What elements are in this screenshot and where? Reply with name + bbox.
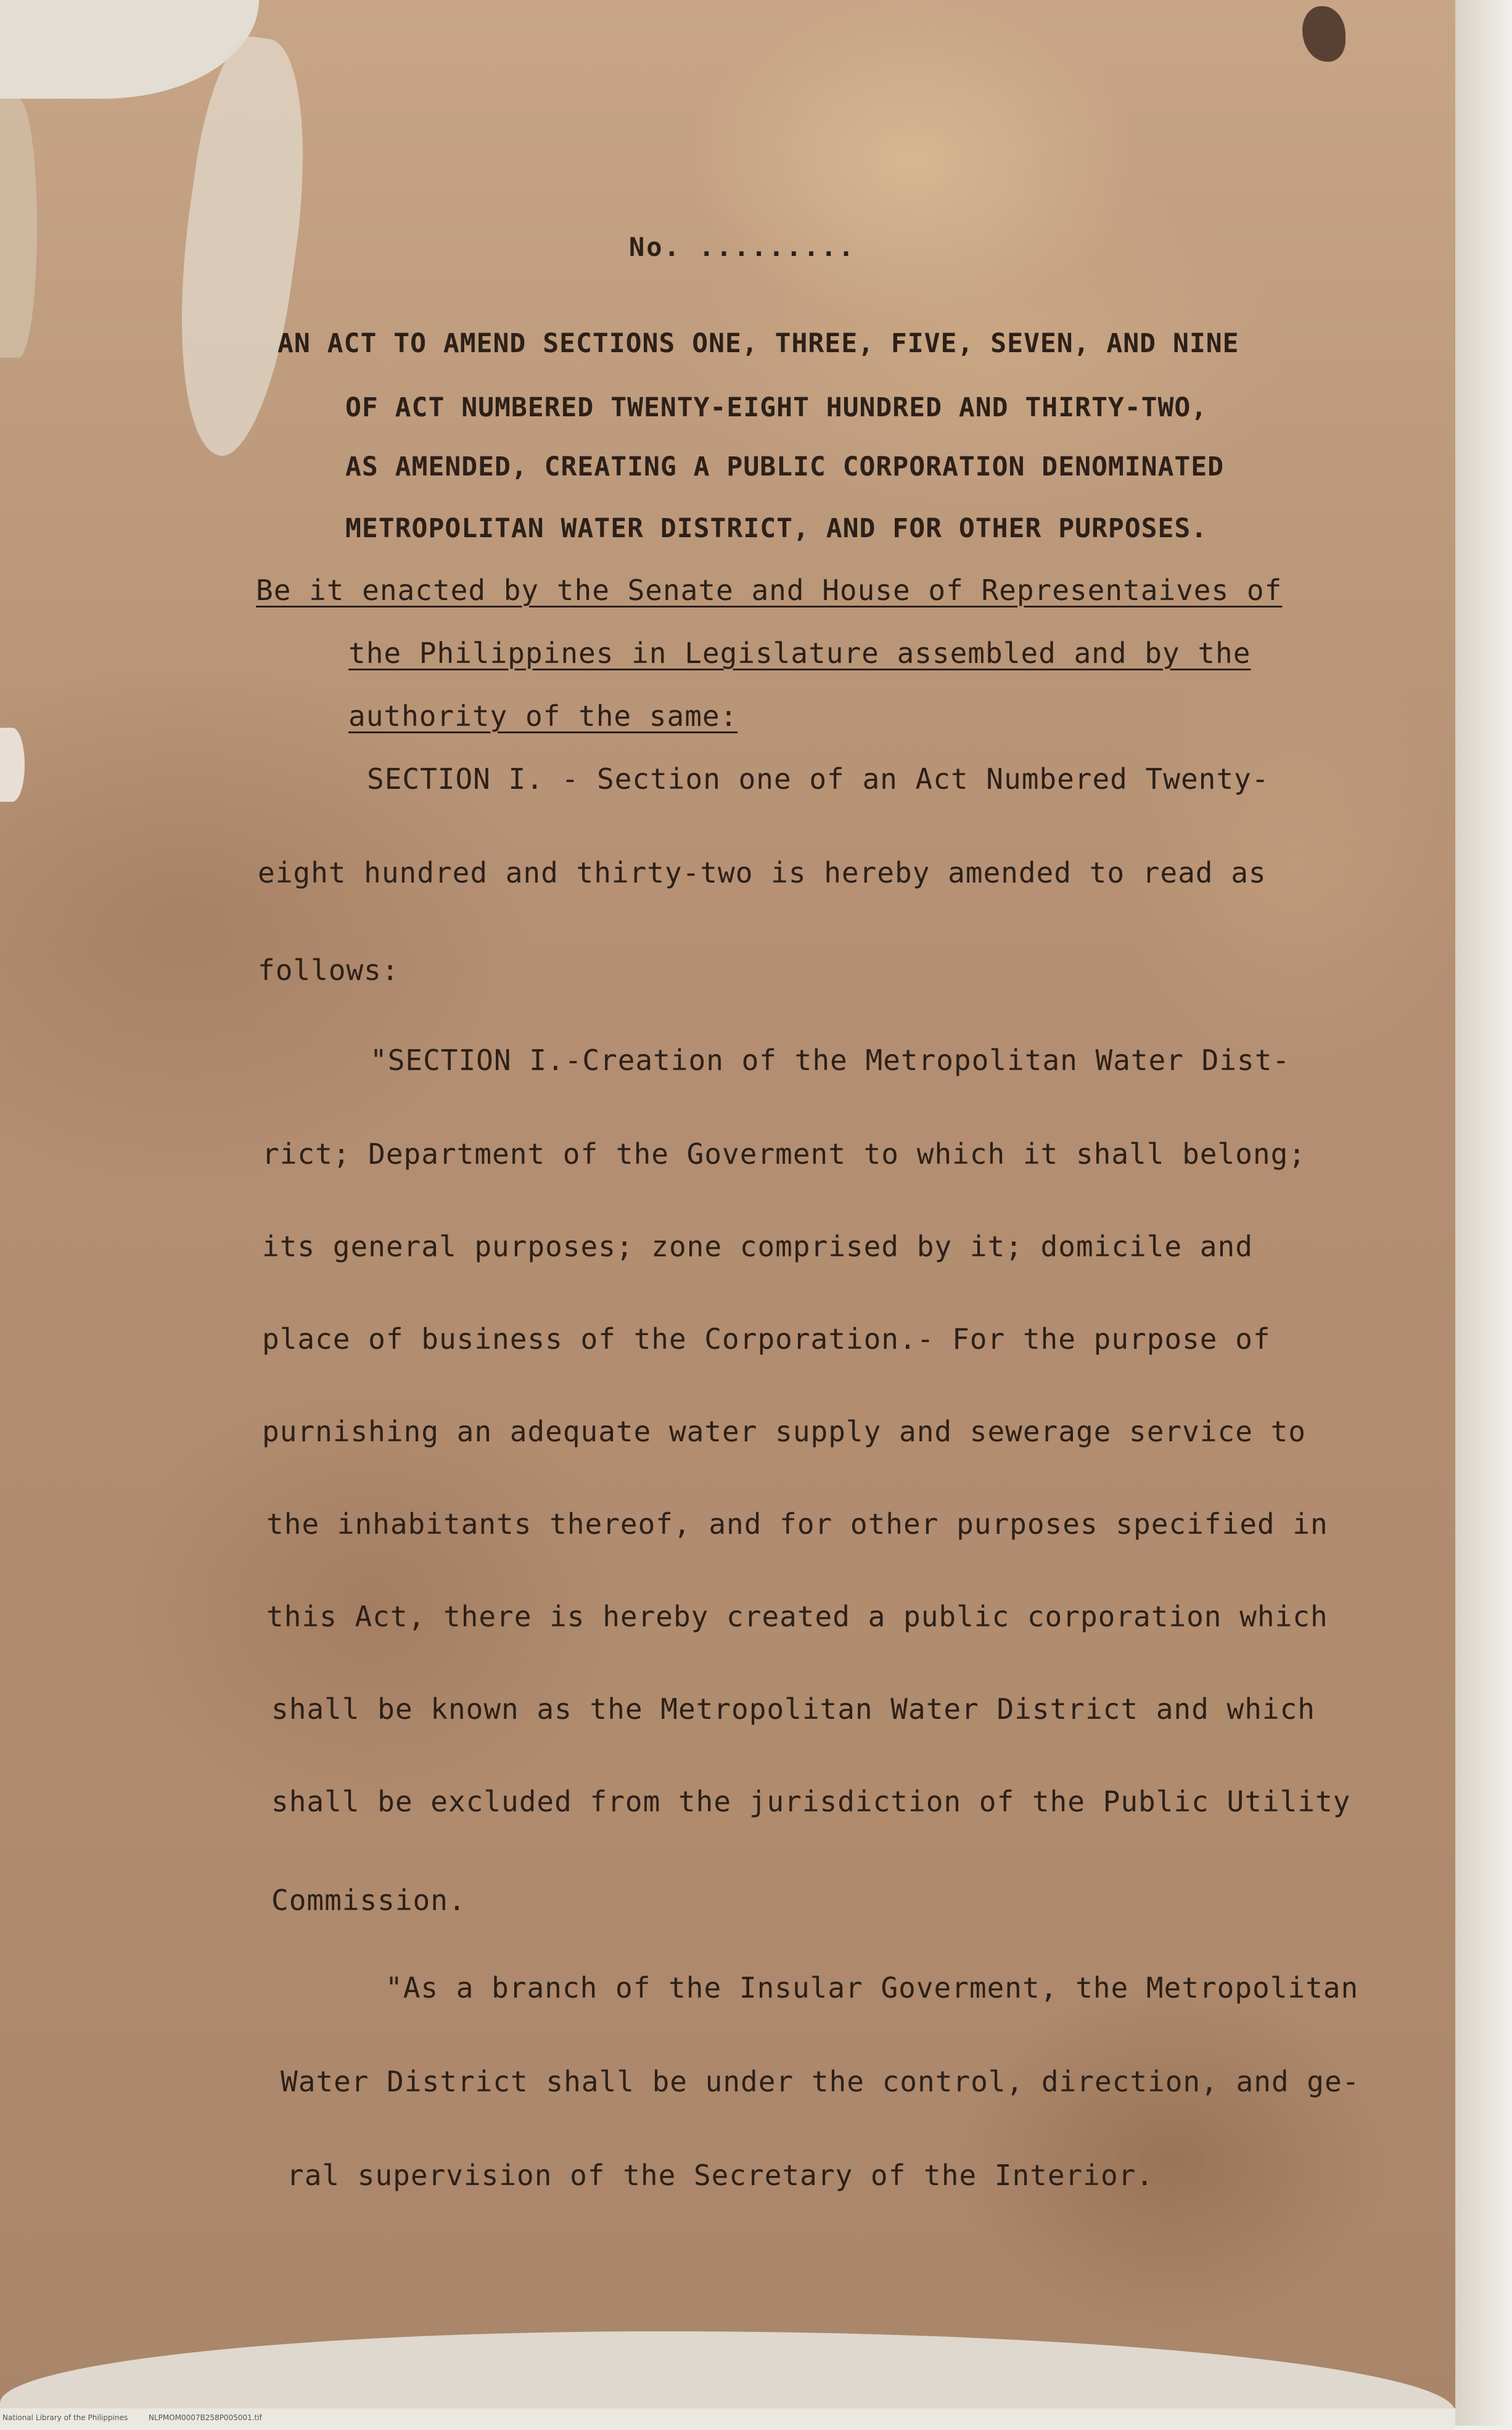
scan-source: National Library of the Philippines <box>2 2413 128 2422</box>
title-line: OF ACT NUMBERED TWENTY-EIGHT HUNDRED AND THIRTY-TWO, <box>345 392 1208 423</box>
title-line: METROPOLITAN WATER DISTRICT, AND FOR OTHER PURPOSES. <box>345 513 1208 544</box>
title-line: AN ACT TO AMEND SECTIONS ONE, THREE, FIVE, SEVEN, AND NINE <box>277 328 1239 359</box>
body-line: the inhabitants thereof, and for other purposes specified in <box>266 1507 1328 1541</box>
scan-margin <box>1455 0 1512 2426</box>
enacting-clause-line: Be it enacted by the Senate and House of Representaives of <box>256 574 1283 607</box>
body-line: ral supervision of the Secretary of the Interior. <box>287 2159 1154 2192</box>
body-line: "SECTION I.-Creation of the Metropolitan Water Dist- <box>370 1044 1291 1077</box>
body-line: eight hundred and thirty-two is hereby amended to read as <box>258 856 1267 889</box>
body-line: place of business of the Corporation.- For the purpose of <box>262 1322 1271 1356</box>
enacting-clause-line: authority of the same: <box>348 699 738 733</box>
body-line: shall be known as the Metropolitan Water District and which <box>271 1692 1315 1726</box>
scan-file-id: NLPMOM0007B258P005001.tif <box>148 2413 262 2422</box>
body-line: shall be excluded from the jurisdiction of the Public Utility <box>271 1785 1351 1818</box>
body-line: this Act, there is hereby created a public corporation which <box>266 1600 1328 1633</box>
body-line: its general purposes; zone comprised by it; domicile and <box>262 1230 1253 1263</box>
body-line: SECTION I. - Section one of an Act Numbered Twenty- <box>367 762 1270 796</box>
body-line: "As a branch of the Insular Goverment, the Metropolitan <box>385 1971 1359 2004</box>
body-line: Commission. <box>271 1884 466 1917</box>
body-line: rict; Department of the Goverment to which it shall belong; <box>262 1137 1306 1171</box>
body-line: follows: <box>258 953 400 987</box>
bill-number: No. ......... <box>629 232 856 262</box>
scan-caption <box>2 2413 281 2422</box>
body-line: Water District shall be under the control, direction, and ge- <box>281 2065 1360 2098</box>
title-line: AS AMENDED, CREATING A PUBLIC CORPORATION DENOMINATED <box>345 451 1225 482</box>
enacting-clause-line: the Philippines in Legislature assembled and by the <box>348 636 1251 670</box>
body-line: purnishing an adequate water supply and sewerage service to <box>262 1415 1306 1448</box>
